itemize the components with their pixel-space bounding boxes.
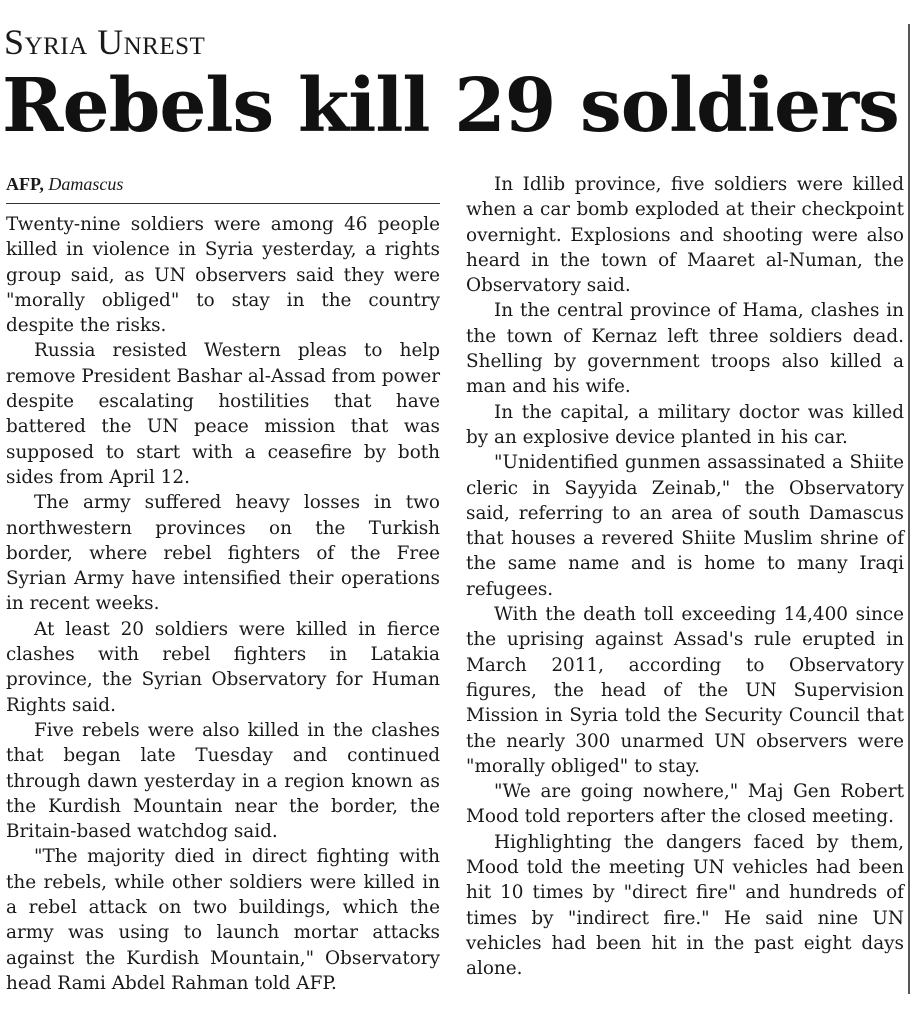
paragraph: "Unidentified gunmen assassinated a Shiite cleric in Sayyida Zeinab," the Observatory said, referring to an area of south Damascus that houses a revered Shiite Muslim shrine of the same name and is home to many Iraqi refugees. — [466, 452, 904, 600]
column-edge-rule — [908, 24, 910, 994]
paragraph: "The majority died in direct fighting with the rebels, while other soldiers were killed in a rebel attack on two buildings, which the army was using to launch mortar attacks against the Kurdish Mountain," Observatory head Rami Abdel Rahman told AFP. — [6, 846, 440, 994]
paragraph: At least 20 soldiers were killed in fierce clashes with rebel fighters in Latakia province, the Syrian Observatory for Human Rights said. — [6, 618, 440, 716]
paragraph: In the central province of Hama, clashes in the town of Kernaz left three soldiers dead. Shelling by government troops also killed a man and his wife. — [466, 300, 904, 398]
byline-divider — [6, 203, 440, 204]
paragraph: Twenty-nine soldiers were among 46 people killed in violence in Syria yesterday, a rights group said, as UN observers said they were "morally obliged" to stay in the country despite the risks. — [6, 214, 440, 337]
paragraph: Russia resisted Western pleas to help remove President Bashar al-Assad from power despite escalating hostilities that have battered the UN peace mission that was supposed to start with a ceasefire by both sides from April 12. — [6, 340, 440, 488]
byline — [6, 172, 123, 196]
article-column-right — [466, 172, 904, 982]
paragraph: Highlighting the dangers faced by them, Mood told the meeting UN vehicles had been hit 10 times by "direct fire" and hundreds of times by "indirect fire." He said nine UN vehicles had been hit in the past eight days alone. — [466, 831, 904, 980]
article-column-left — [6, 212, 440, 996]
paragraph: Five rebels were also killed in the clashes that began late Tuesday and continued through dawn yesterday in a region known as the Kurdish Mountain near the border, the Britain-based watchdog said. — [6, 719, 440, 843]
paragraph: In the capital, a military doctor was killed by an explosive device planted in his car. — [466, 401, 904, 448]
paragraph: With the death toll exceeding 14,400 since the uprising against Assad's rule erupted in March 2011, according to Observatory figures, the head of the UN Supervision Mission in Syria told the Security Council that the nearly 300 unarmed UN observers were "morally obliged" to stay. — [466, 604, 904, 777]
byline-place: Damascus — [48, 174, 124, 194]
paragraph: The army suffered heavy losses in two northwestern provinces on the Turkish border, where rebel fighters of the Free Syrian Army have intensified their operations in recent weeks. — [6, 492, 440, 615]
paragraph: "We are going nowhere," Maj Gen Robert Mood told reporters after the closed meeting. — [466, 781, 904, 828]
headline: Rebels kill 29 soldiers — [2, 63, 899, 149]
section-kicker: Syria Unrest — [4, 22, 206, 62]
byline-agency: AFP, — [6, 174, 44, 194]
paragraph: In Idlib province, five soldiers were killed when a car bomb exploded at their checkpoint overnight. Explosions and shooting were also heard in the town of Maaret al-Numan, the Observatory said. — [466, 174, 904, 297]
